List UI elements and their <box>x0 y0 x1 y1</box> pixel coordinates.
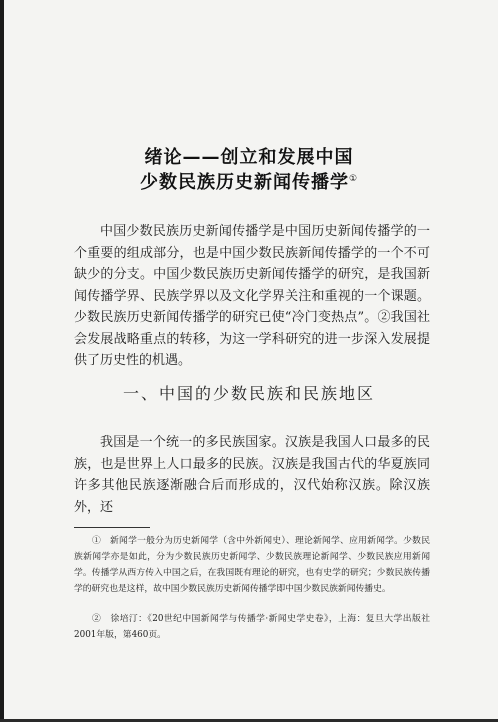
footnote-divider <box>74 527 150 528</box>
chapter-title-text-1: 绪论——创立和发展中国 <box>144 147 354 168</box>
chapter-title-line-1 <box>0 143 498 169</box>
page-scan-edge <box>0 0 4 722</box>
footnote-1: ① 新闻学一般分为历史新闻学（含中外新闻史）、理论新闻学、应用新闻学。少数民族新闻学亦是如此，分为少数民族历史新闻学、少数民族理论新闻学、少数民族应用新闻学。传播学从西方传入中国之后，在我国既有理论的研究，也有史学的研究；少数民族传播学的研究也是这样，故中国少数民族历史新闻传播学即中国少数民族新闻传播史。 <box>74 536 430 594</box>
body-paragraph: 我国是一个统一的多民族国家。汉族是我国人口最多的民族，也是世界上人口最多的民族。汉族是我国古代的华夏族同许多其他民族逐渐融合后而形成的，汉代始称汉族。除汉族外，还 <box>74 435 430 515</box>
footnote-marker-1: ① <box>348 174 359 184</box>
chapter-title-line-2 <box>0 168 498 194</box>
footnote-2: ② 徐培汀：《20世纪中国新闻学与传播学·新闻史学史卷》，上海：复旦大学出版社2001年版，第460页。 <box>74 614 430 640</box>
intro-paragraph: 中国少数民族历史新闻传播学是中国历史新闻传播学的一个重要的组成部分，也是中国少数民族新闻传播学的一个不可缺少的分支。中国少数民族历史新闻传播学的研究，是我国新闻传播学界、民族学界以及文化学界关注和重视的一个课题。少数民族历史新闻传播学的研究已使“冷门变热点”。②我国社会发展战略重点的转移，为这一学科研究的进一步深入发展提供了历史性的机遇。 <box>74 224 430 368</box>
chapter-title-text-2: 少数民族历史新闻传播学 <box>139 172 349 193</box>
section-heading: 一、中国的少数民族和民族地区 <box>122 384 375 403</box>
